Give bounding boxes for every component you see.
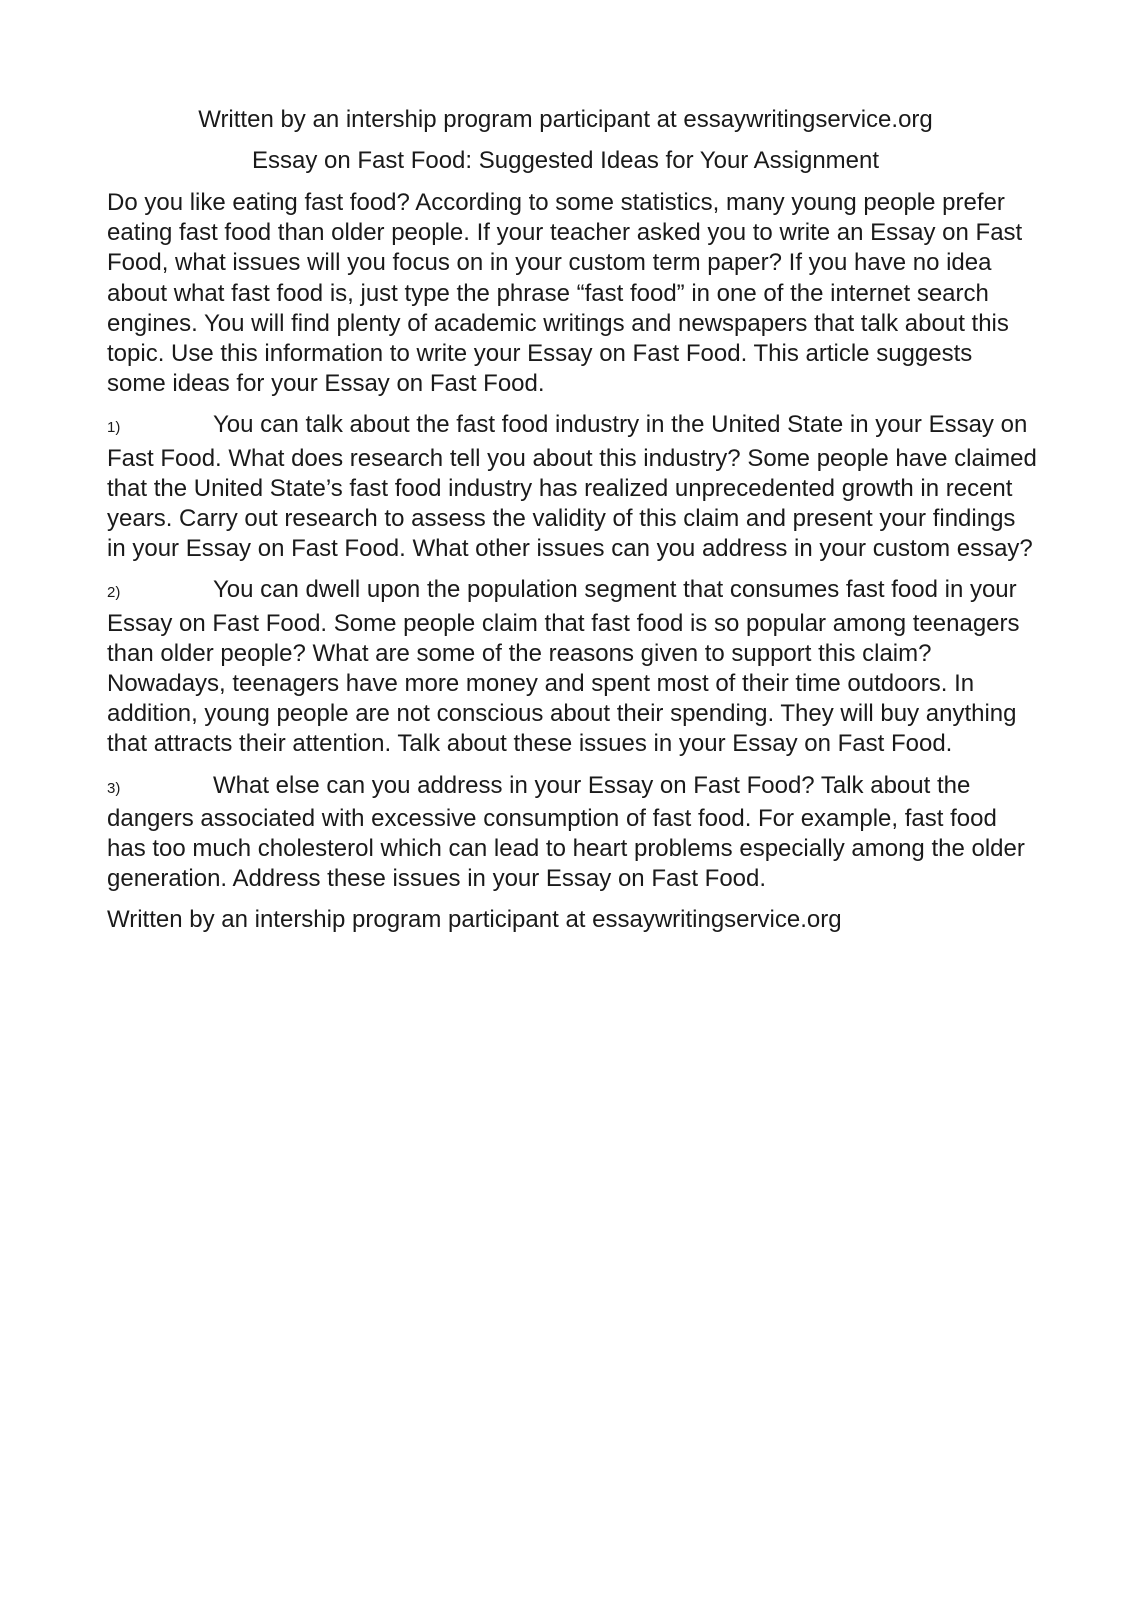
idea-text: You can dwell upon the population segment that consumes fast food in your Essay on Fast Food. Some people claim that fast food is so popular among teenagers than older people? What are some of the reasons given to support this claim? Nowadays, teenagers have more money and spent most of their time outdoors. In addition, young people are not conscious about their spending. They will buy anything that attracts their attention. Talk about these issues in your Essay on Fast Food. [107,576,1020,758]
idea-text: You can talk about the fast food industry in the United State in your Essay on Fast Food. What does research tell you about this industry? Some people have claimed that the United State’s fast food industry has realized unprecedented growth in recent years. Carry out research to assess the validity of this claim and present your findings in your Essay on Fast Food. What other issues can you address in your custom essay? [107,411,1037,563]
page-title: Essay on Fast Food: Suggested Ideas for Your Assignment [251,147,880,174]
essay-body [107,188,1037,935]
footer-credit: Written by an intership program participant at essaywritingservice.org [107,906,842,934]
idea-paragraph-1 [107,410,1037,564]
idea-text: What else can you address in your Essay on Fast Food? Talk about the dangers associated with excessive consumption of fast food. For example, fast food has too much cholesterol which can lead to heart problems especially among the older generation. Address these issues in your Essay on Fast Food. [107,771,1025,893]
intro-paragraph: Do you like eating fast food? According to some statistics, many young people prefer eating fast food than older people. If your teacher asked you to write an Essay on Fast Food, what issues will you focus on in your custom term paper? If you have no idea about what fast food is, just type the phrase “fast food” in one of the internet search engines. You will find plenty of academic writings and newspapers that talk about this topic. Use this information to write your Essay on Fast Food. This article suggests some ideas for your Essay on Fast Food. [107,189,1023,398]
header-credit: Written by an intership program participant at essaywritingservice.org [198,106,933,133]
idea-number: 2) [107,584,121,602]
idea-paragraph-3 [107,771,1037,895]
idea-paragraph-2 [107,575,1037,759]
idea-number: 3) [107,779,121,797]
idea-number: 1) [107,419,121,437]
